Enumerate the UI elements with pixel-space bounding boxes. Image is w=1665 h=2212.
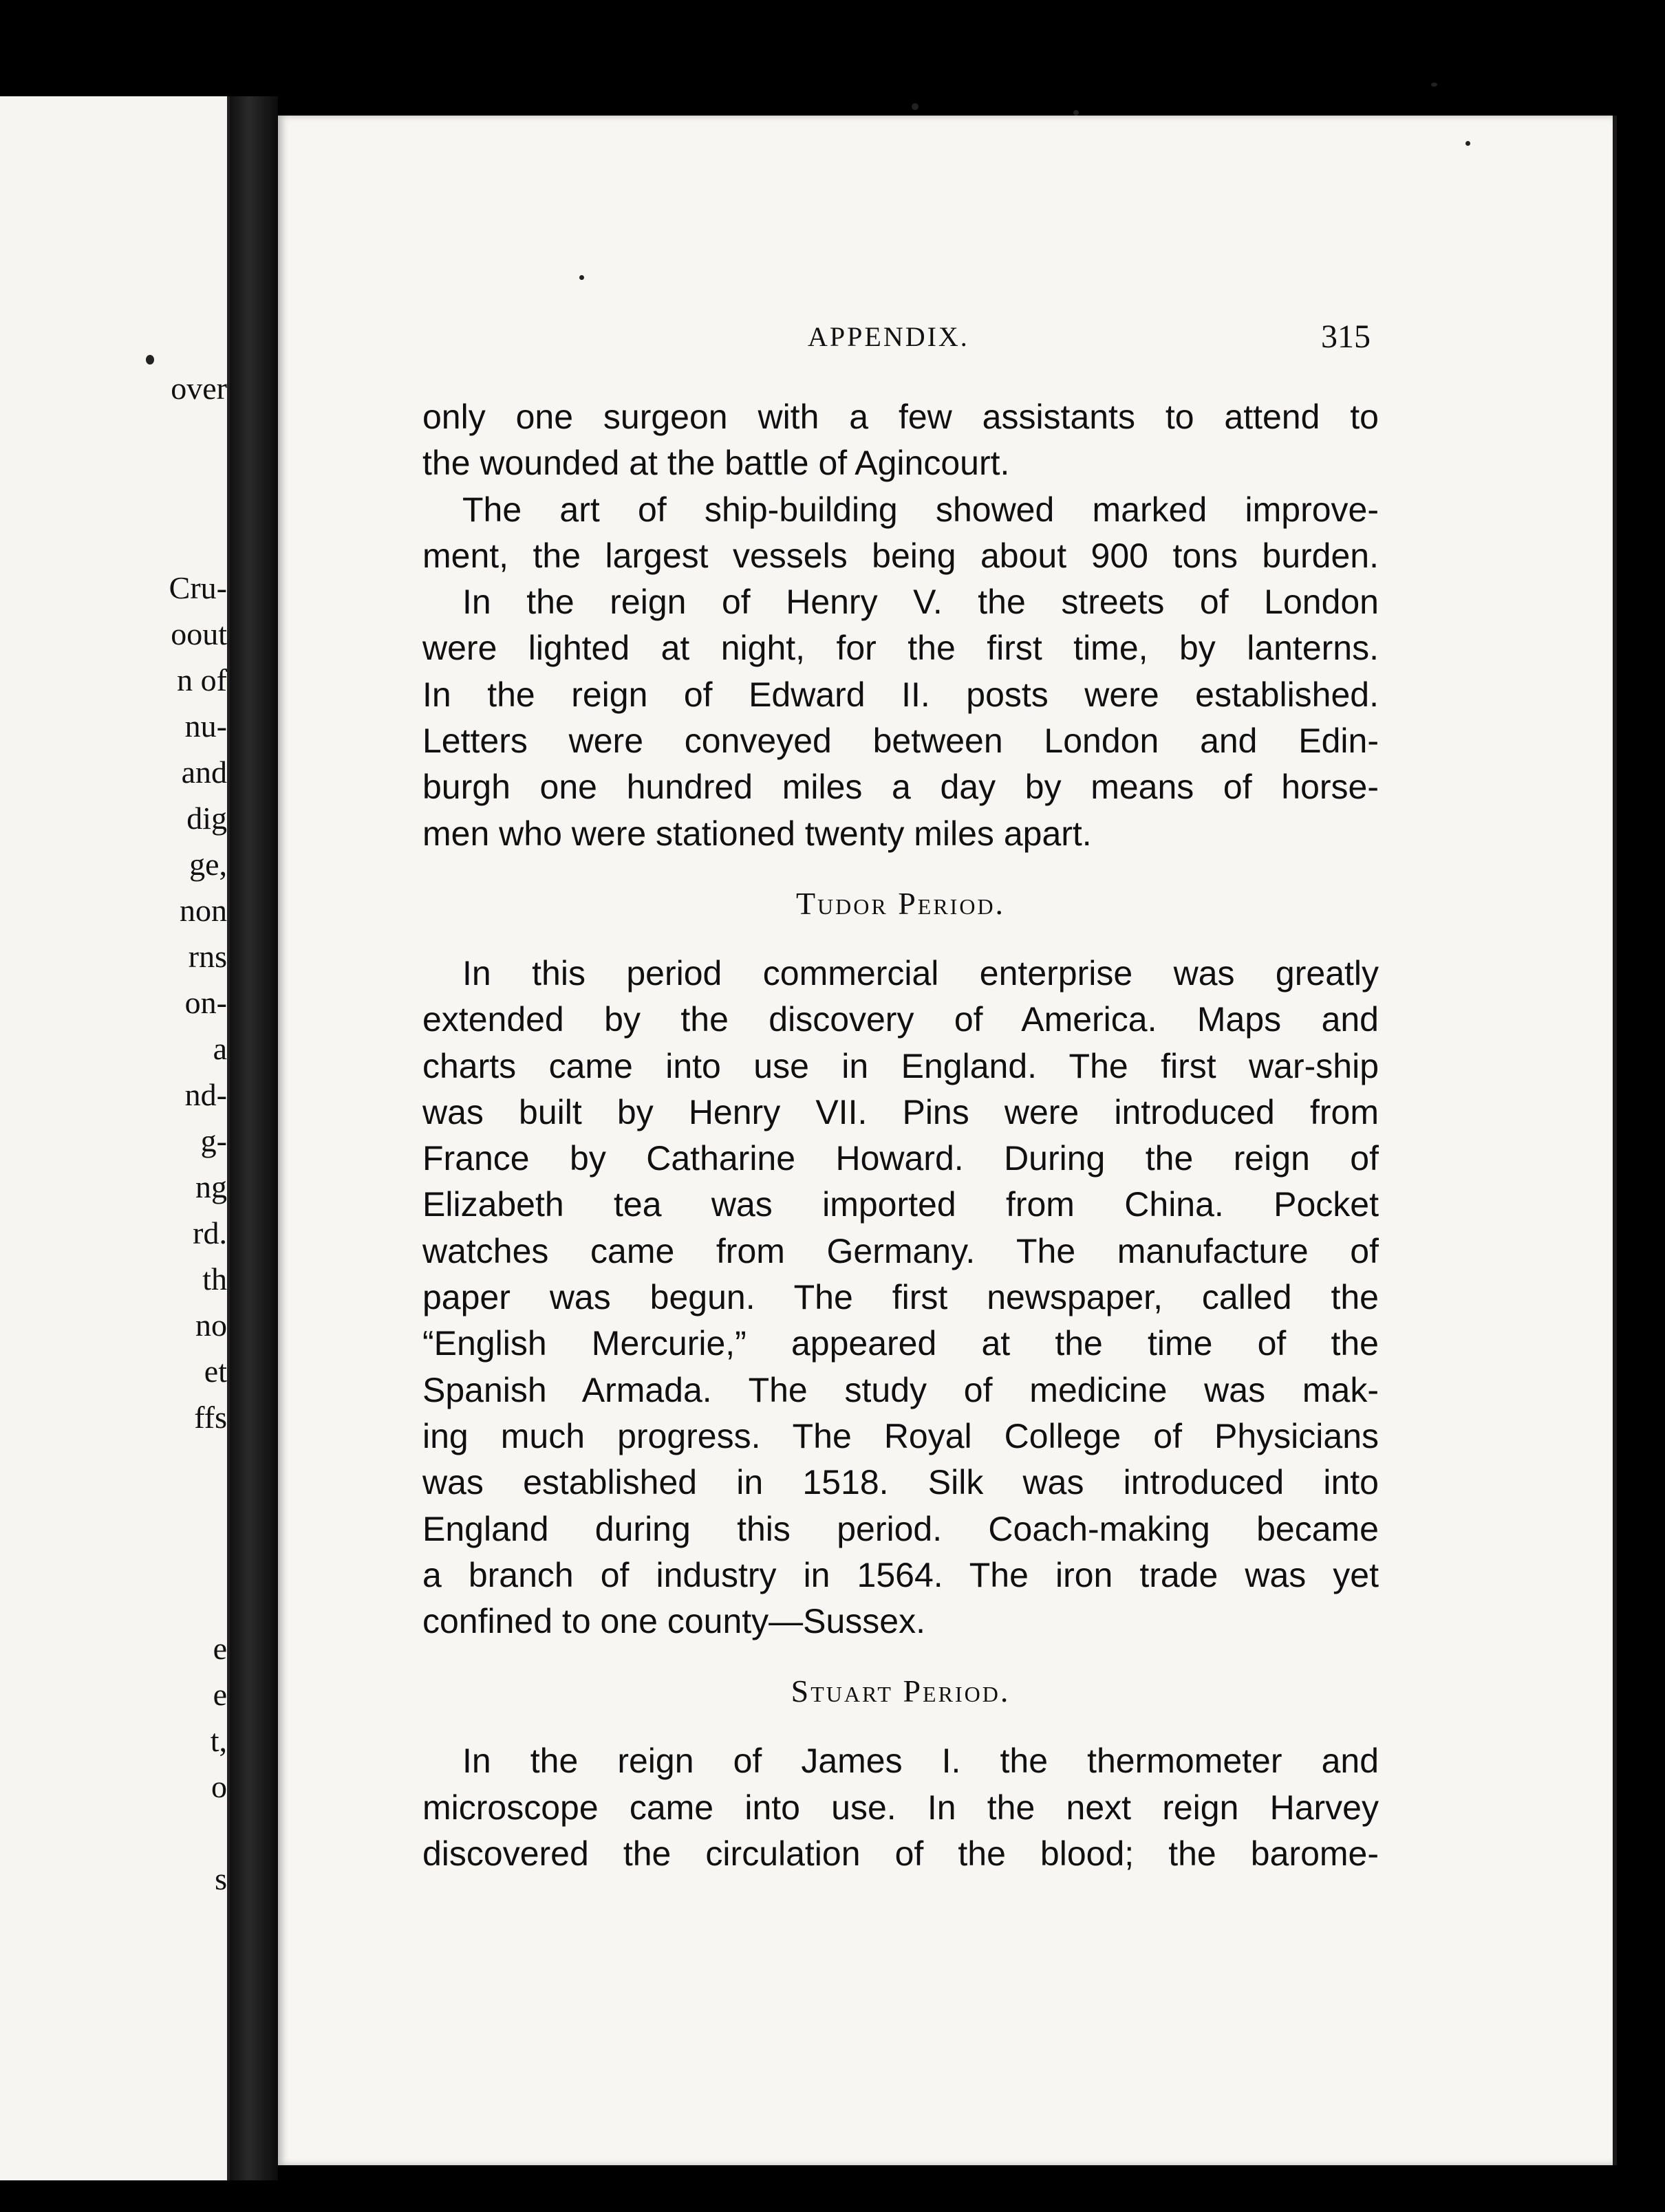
text-line: ing much progress. The Royal College of Physicians	[422, 1416, 1379, 1455]
right-page	[278, 116, 1617, 2165]
text-line: watches came from Germany. The manufacture of	[422, 1231, 1379, 1270]
text-line: only one surgeon with a few assistants to attend to	[422, 398, 1379, 436]
section-heading-tudor: Tudor Period.	[795, 885, 1006, 921]
speck	[1431, 83, 1437, 87]
text-line: charts came into use in England. The first war-ship	[422, 1046, 1379, 1085]
text-line: In the reign of Edward II. posts were established.	[422, 675, 1379, 714]
text-line: discovered the circulation of the blood; the barome-	[422, 1834, 1379, 1874]
text-line: microscope came into use. In the next reign Harvey	[422, 1788, 1379, 1827]
left-fragment-text: and	[181, 755, 227, 790]
book-gutter	[230, 96, 278, 2180]
text-line: was established in 1518. Silk was introduced into	[422, 1463, 1379, 1502]
left-fragment-text: rd.	[193, 1215, 227, 1250]
left-fragment-text: nu-	[184, 708, 227, 744]
left-fragment-text: oout	[171, 616, 227, 651]
text-line: England during this period. Coach-making became	[422, 1509, 1379, 1548]
left-fragment-text: e	[213, 1677, 227, 1712]
left-fragment-text: g-	[200, 1123, 227, 1158]
left-fragment-text: over	[171, 371, 227, 406]
left-page-fragment	[0, 96, 230, 2180]
speck	[579, 275, 584, 280]
text-line: Letters were conveyed between London and Edin-	[422, 722, 1379, 761]
text-line: France by Catharine Howard. During the reign of	[422, 1139, 1379, 1178]
text-line: In the reign of Henry V. the streets of London	[462, 583, 1379, 622]
left-fragment-text: a	[213, 1031, 227, 1066]
left-fragment-text: Cru-	[169, 570, 227, 605]
left-fragment-text: ng	[195, 1169, 227, 1204]
left-fragment-text: o	[211, 1769, 227, 1804]
left-fragment-text: n of	[177, 662, 227, 697]
body-text	[422, 394, 1379, 1877]
left-fragment-text: s	[215, 1861, 227, 1896]
left-fragment-text: on-	[184, 985, 227, 1020]
text-line: was built by Henry VII. Pins were introduced from	[422, 1092, 1379, 1131]
paragraph	[422, 951, 1379, 1645]
left-fragment-text: rns	[188, 939, 227, 974]
text-line: burgh one hundred miles a day by means of horse-	[422, 768, 1379, 807]
text-line: The art of ship-building showed marked improve-	[462, 490, 1379, 529]
text-line: the wounded at the battle of Agincourt.	[422, 444, 1010, 483]
text-line: extended by the discovery of America. Maps and	[422, 1000, 1379, 1039]
left-fragment-text: nd-	[184, 1077, 227, 1112]
text-line: men who were stationed twenty miles apart.	[422, 814, 1092, 853]
text-line: In the reign of James I. the thermometer and	[462, 1742, 1379, 1781]
text-line: ment, the largest vessels being about 900 tons burden.	[422, 536, 1379, 575]
text-line: “English Mercurie,” appeared at the time of the	[422, 1324, 1379, 1363]
left-fragment-text: non	[180, 893, 227, 928]
paragraph	[422, 1738, 1379, 1877]
section-heading-stuart: Stuart Period.	[791, 1673, 1011, 1709]
left-fragment-text: th	[202, 1261, 227, 1297]
text-line: Spanish Armada. The study of medicine was mak-	[422, 1370, 1379, 1409]
left-fragment-text: ge,	[189, 847, 227, 882]
paragraph	[422, 579, 1379, 857]
left-fragment-text: t,	[210, 1723, 227, 1758]
speck	[912, 103, 919, 110]
left-fragment-text: dig	[186, 801, 227, 836]
text-line: were lighted at night, for the first time, by lanterns.	[422, 629, 1379, 668]
running-title: APPENDIX.	[808, 321, 969, 352]
text-line: a branch of industry in 1564. The iron trade was yet	[422, 1555, 1379, 1594]
speck	[1073, 110, 1079, 116]
left-fragment-text: no	[195, 1308, 227, 1343]
text-line: In this period commercial enterprise was greatly	[462, 953, 1379, 993]
speck	[1465, 141, 1470, 146]
left-fragment-text: e	[213, 1631, 227, 1666]
text-line: paper was begun. The first newspaper, called the	[422, 1278, 1379, 1317]
paragraph	[422, 487, 1379, 580]
text-line: confined to one county—Sussex.	[422, 1602, 926, 1641]
page-number: 315	[1321, 318, 1371, 355]
left-fragment-text: ffs	[194, 1400, 227, 1435]
paragraph	[422, 394, 1379, 487]
left-fragment-text: et	[204, 1354, 227, 1389]
speck	[146, 355, 154, 365]
text-line: Elizabeth tea was imported from China. Pocket	[422, 1185, 1379, 1224]
